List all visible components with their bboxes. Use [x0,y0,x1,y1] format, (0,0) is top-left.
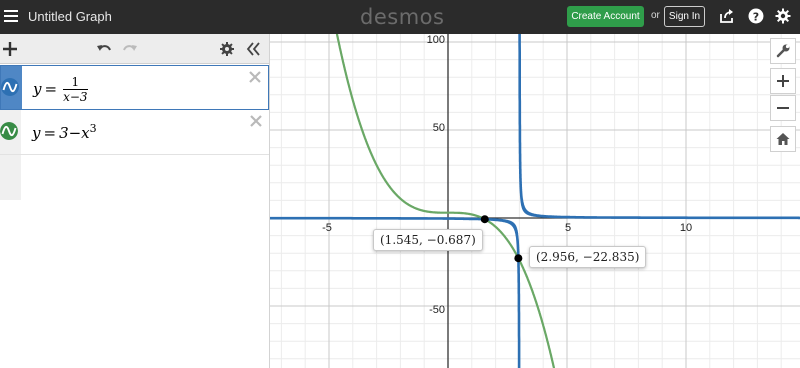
point-label[interactable]: (1.545, −0.687) [373,229,483,251]
curve-reciprocal-right[interactable] [520,34,800,218]
svg-text:?: ? [752,10,760,24]
x-tick-label: 5 [564,222,572,234]
zoom-in-button[interactable] [770,68,796,94]
zoom-out-button[interactable] [770,95,796,121]
delete-expression-icon[interactable] [248,70,262,84]
collapse-panel-icon[interactable] [244,40,262,58]
new-expression-gutter[interactable] [0,155,21,200]
curve-cubic[interactable] [332,34,567,368]
expression-toolbar [0,34,269,64]
formula-equals: = [44,80,58,98]
y-tick-label: -50 [429,304,445,316]
expression-row-1[interactable] [0,65,269,110]
delete-expression-icon[interactable] [249,114,263,128]
tick-labels [322,34,692,316]
undo-icon[interactable] [95,40,113,58]
formula-exponent: 3 [89,122,97,135]
desmos-logo: desmos [360,5,445,29]
wave-icon[interactable] [1,78,19,96]
wrench-icon [775,43,791,59]
wave-icon[interactable] [0,122,18,140]
add-item-icon[interactable] [1,40,19,58]
intersection-point[interactable] [514,254,522,262]
default-viewport-button[interactable] [770,126,796,152]
redo-icon[interactable] [121,40,139,58]
formula-lhs: y [32,124,41,142]
gear-icon[interactable] [218,40,236,58]
create-account-button[interactable]: Create Account [567,6,644,27]
menu-icon[interactable] [4,8,18,24]
fraction-numerator: 1 [63,76,87,90]
x-tick-label: 10 [679,222,693,234]
help-icon[interactable] [748,8,764,24]
expression-panel [0,34,270,368]
x-tick-label: -5 [322,222,332,234]
minus-icon [775,100,791,116]
intersection-point[interactable] [481,215,489,223]
y-tick-label: 50 [432,122,445,134]
formula-lhs: y [33,80,42,98]
graph-settings-button[interactable] [770,38,796,64]
home-icon [775,131,791,147]
settings-gear-icon[interactable] [775,8,791,24]
expression-formula[interactable] [32,122,97,142]
plus-icon [775,73,791,89]
y-tick-label: 100 [426,34,445,46]
fraction [63,76,87,104]
graph-canvas[interactable] [270,34,800,368]
sign-in-button[interactable]: Sign In [664,6,705,27]
top-bar [0,0,800,34]
or-text: or [651,10,660,21]
share-icon[interactable] [719,8,735,24]
point-label[interactable]: (2.956, −22.835) [529,246,646,268]
expression-row-2[interactable] [0,110,269,155]
graph-title[interactable]: Untitled Graph [28,9,112,24]
formula-equals: = [43,124,57,142]
graph-paper[interactable] [270,34,800,368]
fraction-denominator: x−3 [63,90,88,104]
formula-rhs: 3−x [59,124,90,142]
expression-formula[interactable] [33,76,88,104]
